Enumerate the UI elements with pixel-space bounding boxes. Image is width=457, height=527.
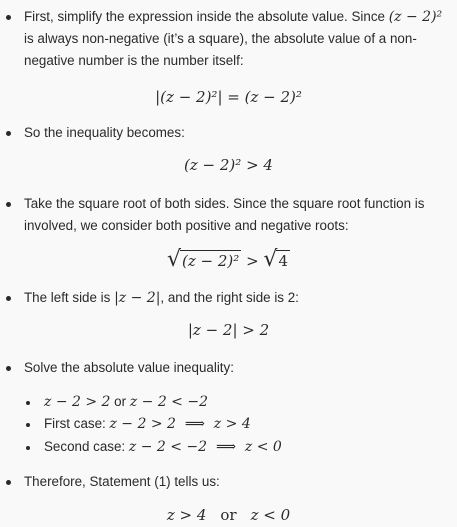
paragraph: is always non-negative (it’s a square), the absolute value of a non- <box>24 31 417 46</box>
sub-item <box>44 436 282 458</box>
inline-math: z − 2 > 2 <box>44 394 111 410</box>
sub-item <box>44 391 208 413</box>
paragraph: Therefore, Statement (1) tells us: <box>24 474 220 489</box>
sub-bullet <box>26 446 30 450</box>
paragraph: Solve the absolute value inequality: <box>24 360 234 375</box>
math: z < 0 <box>250 506 291 524</box>
text: The left side is <box>24 290 115 305</box>
paragraph <box>24 6 454 28</box>
sub-bullet <box>26 401 30 405</box>
sub-item <box>44 413 251 435</box>
paragraph: So the inequality becomes: <box>24 125 185 140</box>
display-math: |(z − 2)²| = (z − 2)² <box>155 88 302 106</box>
bullet <box>6 131 11 136</box>
bullet <box>6 296 11 301</box>
inline-math: z − 2 < −2 <box>129 394 208 410</box>
bullet <box>6 15 11 20</box>
operator: > <box>241 252 264 270</box>
paragraph: negative number is the number itself: <box>24 53 244 68</box>
text: First case: <box>44 416 110 431</box>
paragraph: Take the square root of both sides. Since the square root function is <box>24 196 425 211</box>
display-math <box>0 506 457 524</box>
display-math: |z − 2| > 2 <box>187 321 270 339</box>
or-word: or <box>220 506 237 524</box>
text: or <box>110 394 130 409</box>
paragraph: involved, we consider both positive and negative roots: <box>24 218 349 233</box>
sqrt-left: √ (z − 2)² <box>167 247 240 272</box>
inline-math: |z − 2| <box>114 290 161 306</box>
inline-math: z − 2 < −2 ⟹ z < 0 <box>128 439 282 455</box>
text: Second case: <box>44 439 129 454</box>
display-math <box>0 247 457 272</box>
text: First, simplify the expression inside the absolute value. Since <box>24 9 389 24</box>
sub-bullet <box>26 423 30 427</box>
sqrt-right: √ 4 <box>263 247 288 272</box>
bullet <box>6 480 11 485</box>
bullet <box>6 366 11 371</box>
paragraph <box>24 287 454 309</box>
inline-math: z − 2 > 2 ⟹ z > 4 <box>109 416 251 432</box>
bullet <box>6 202 11 207</box>
inline-math: (z − 2)² <box>388 9 443 25</box>
math: z > 4 <box>166 506 207 524</box>
display-math: (z − 2)² > 4 <box>184 156 273 174</box>
text: , and the right side is 2: <box>160 290 299 305</box>
